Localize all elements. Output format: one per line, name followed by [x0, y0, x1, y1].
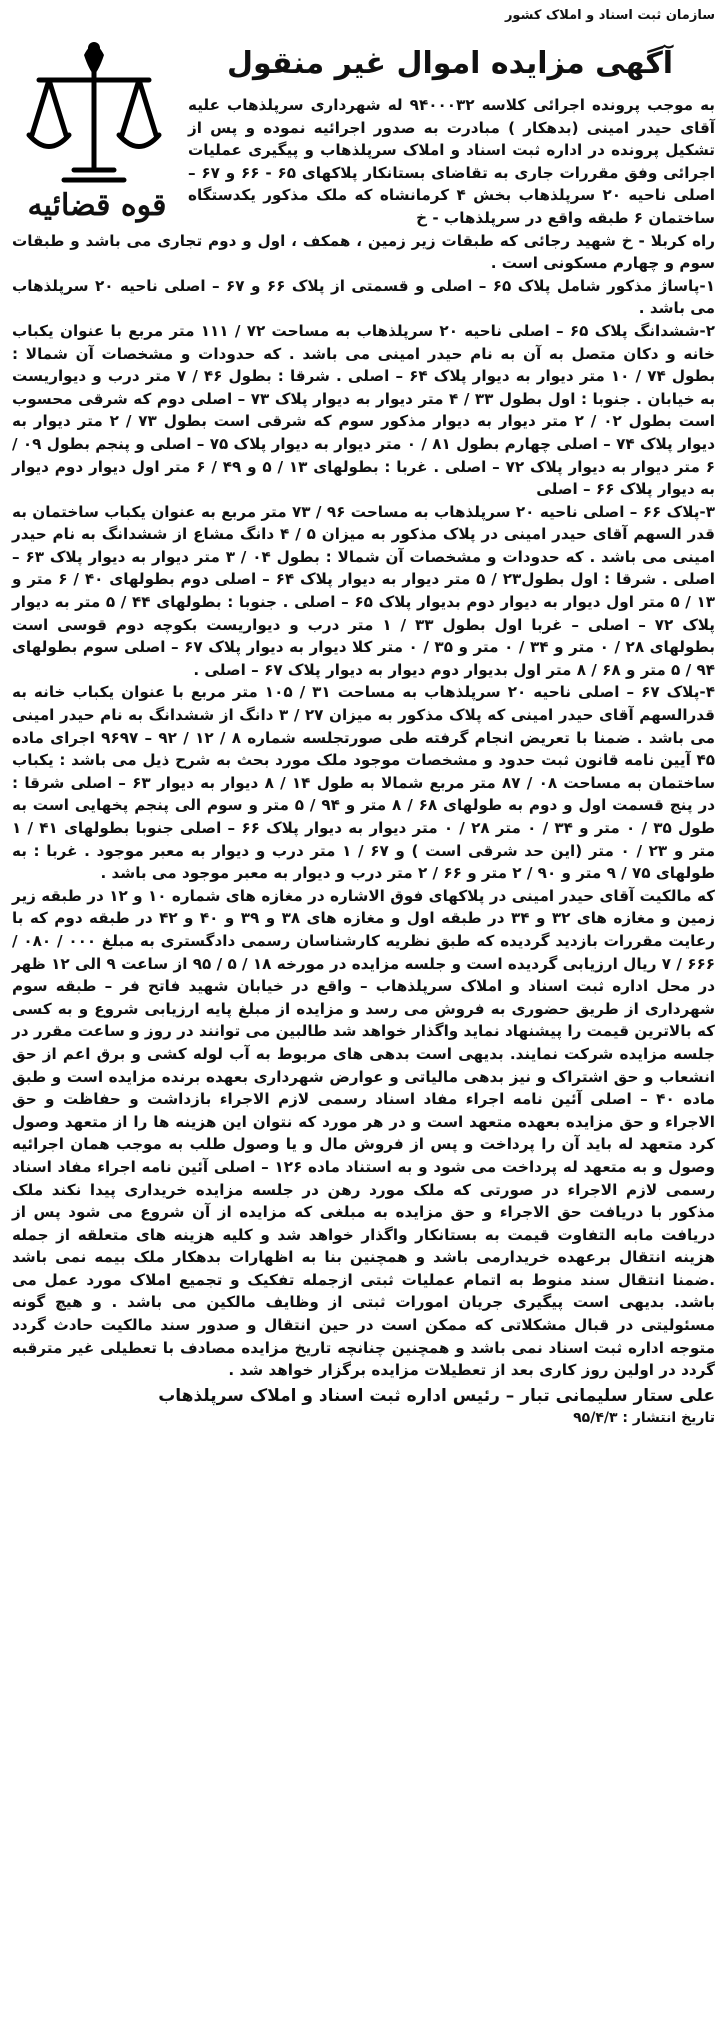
paragraph-item-3: ۳-پلاک ۶۶ – اصلی ناحیه ۲۰ سرپلذهاب به مساحت ۹۶ / ۷۳ متر مربع به عنوان یکباب ساختمان به قدر السهم آقای حیدر امینی در پلاک مذکور به میزان ۵ / ۴ دانگ مشاع از ششدانگ به نام حیدر امینی می باشد . که حدودات و مشخصات آن شمالا : بطول ۰۴ / ۳ متر دیوار به دیوار پلاک ۶۳ – اصلی . شرقا : اول بطول۲۳ / ۵ متر دیوار به دیوار پلاک ۶۴ – اصلی دوم بطولهای ۴۰ / ۶ متر و ۱۳ / ۵ متر اول دیوار به دیوار دوم بدیوار پلاک ۶۵ – اصلی . جنوبا : بطولهای ۴۴ / ۵ متر به دیوار پلاک ۷۲ – اصلی – غربا اول بطول ۳۳ / ۱ متر درب و دیواریست بکوچه دوم قوسی است بطولهای ۲۸ / ۰ متر و ۳۴ / ۰ متر و ۳۵ / ۰ متر کلا دیوار به دیوار پلاک ۶۷ – اصلی سوم بطولهای ۹۴ / ۵ متر و ۶۸ / ۸ متر اول بدیوار دوم دیوار به دیوار پلاک ۶۷ – اصلی .	[12, 502, 716, 679]
paragraph-auction-terms: که مالکیت آقای حیدر امینی در پلاکهای فوق الاشاره در مغازه های شماره ۱۰ و ۱۲ در طبقه زیر زمین و مغازه های ۳۲ و ۳۴ در طبقه اول و مغازه های ۳۸ و ۳۹ و ۴۰ و ۴۲ در طبقه دوم که با رعایت مقررات بازدید گردیده که طبق نظریه کارشناسان رسمی دادگستری به مبلغ ۰۰۰ / ۰۸۰ / ۶۶۶ / ۷ ریال ارزیابی گردیده است و جلسه مزایده در مورخه ۱۸ / ۵ / ۹۵ از ساعت ۹ الی ۱۲ ظهر در محل اداره ثبت اسناد و املاک سرپلذهاب – واقع در خیابان شهید فاتح فر – طبقه سوم شهرداری از طریق حضوری به فروش می رسد و مزایده از مبلغ پایه ارزیابی شروع و به کسی که بالاترین قیمت را پیشنهاد نماید واگذار خواهد شد طالبین می توانند در روز و ساعت مقرر در جلسه مزایده شرکت نمایند. بدیهی است بدهی های مربوط به آب لوله کشی و برق اعم از حق انشعاب و حق اشتراک و نیز بدهی مالیاتی و عوارض شهرداری بعهده برنده مزایده است و طبق ماده ۴۰ – اصلی آئین نامه اجراء مفاد اسناد رسمی لازم الاجراء بازداشت و حفاظت و حق الاجراء و حق مزایده بعهده متعهد است و در هر مورد که نتوان این هزینه ها را از متعهد وصول کرد متعهد له باید آن را پرداخت و پس از فروش مال و یا وصول طلب به موجب همان اجرائیه وصول و به متعهد له پرداخت می شود و به استناد ماده ۱۲۶ – اصلی آئین نامه اجراء مفاد اسناد رسمی لازم الاجراء در صورتی که ملک مورد رهن در جلسه مزایده خریداری پیدا نکند ملک مذکور با دریافت حق الاجراء و حق مزایده به مبلغی که مزایده از آن شروع می شود پس از دریافت مابه التفاوت قیمت به بستانکار واگذار خواهد شد و کلیه هزینه های متعلقه از جمله هزینه انتقال برعهده خریدارمی باشد و همچنین بنا به اظهارات بدهکار ملک بیمه نمی باشد .ضمنا انتقال سند منوط به اتمام عملیات ثبتی ازجمله تفکیک و تجمیع املاک مورد عمل می باشد. بدیهی است پیگیری جریان امورات ثبتی از وظایف مالکین می باشد . و هیچ گونه مسئولیتی در قبال مشکلاتی که ممکن است در حین انتقال و صدور سند مالکیت حادث گردد متوجه اداره ثبت اسناد نمی باشد و همچنین چنانچه تاریخ مزایده مصادف با تعطیلی غیر مترقبه گردد در اولین روز کاری بعد از تعطیلات مزایده برگزار خواهد شد .	[12, 886, 716, 1380]
notice-title: آگهی مزایده اموال غیر منقول	[226, 46, 674, 81]
paragraph-item-2: ۲-ششدانگ پلاک ۶۵ – اصلی ناحیه ۲۰ سرپلذهاب به مساحت ۷۲ / ۱۱۱ متر مربع با عنوان یکباب خانه و دکان متصل به آن به نام حیدر امینی می باشد . که حدودات و مشخصات آن شمالا : بطول ۷۴ / ۱۰ متر دیوار به دیوار پلاک ۶۴ – اصلی . شرقا : بطول ۴۶ / ۷ متر درب و دیواریست به خیابان . جنوبا : اول بطول ۳۳ / ۴ متر دیوار به دیوار پلاک ۷۳ – اصلی دوم که شرقی محسوب است بطول ۰۲ / ۲ متر دیوار به دیوار مذکور سوم که شرقی است بطول ۷۳ / ۲ متر دیوار به دیوار پلاک ۷۴ – اصلی چهارم بطول ۸۱ / ۰ متر دیوار به دیوار پلاک ۷۵ – اصلی و پنجم بطول ۰۹ / ۶ متر دیوار به دیوار پلاک ۷۲ – اصلی . غربا : بطولهای ۱۳ / ۵ و ۴۹ / ۶ متر اول دیوار دوم دیوار به دیوار پلاک ۶۶ – اصلی	[12, 321, 716, 499]
paragraph-street: راه کربلا - خ شهید رجائی که طبقات زیر زمین ، همکف ، اول و دوم تجاری می باشد و طبقات سوم و چهارم مسکونی است .	[12, 231, 715, 273]
judiciary-emblem-text: قوه قضائیه	[27, 188, 167, 223]
paragraph-item-1: ۱-پاساژ مذکور شامل پلاک ۶۵ – اصلی و قسمتی از پلاک ۶۶ و ۶۷ – اصلی ناحیه ۲۰ سرپلذهاب می باشد .	[12, 276, 716, 318]
signature: علی ستار سلیمانی تبار – رئیس اداره ثبت اسناد و املاک سرپلذهاب	[158, 1385, 715, 1406]
organization-name: سازمان ثبت اسناد و املاک کشور	[504, 8, 715, 23]
publication-date: تاریخ انتشار : ۹۵/۴/۳	[573, 1409, 715, 1426]
intro-paragraph: به موجب پرونده اجرائی کلاسه ۹۴۰۰۰۳۲ له شهرداری سرپلذهاب علیه آقای حیدر امینی (بدهکار ) مبادرت به صدور اجرائیه نموده و پس از تشکیل پرونده در اداره ثبت اسناد و املاک سرپلذهاب و پیگیری عملیات اجرائی وفق مقررات جاری به تقاضای بستانکار پلاکهای ۶۵ - ۶۶ و ۶۷ – اصلی ناحیه ۲۰ سرپلذهاب بخش ۴ کرمانشاه که ملک مذکور یکدستگاه ساختمان ۶ طبقه واقع در سرپلذهاب - خ	[188, 96, 716, 227]
notice-body	[12, 94, 715, 1426]
paragraph-item-4: ۴-پلاک ۶۷ – اصلی ناحیه ۲۰ سرپلذهاب به مساحت ۳۱ / ۱۰۵ متر مربع با عنوان یکباب خانه به قدرالسهم آقای حیدر امینی که پلاک مذکور به میزان ۲۷ / ۳ دانگ از ششدانگ به نام حیدر امینی می باشد . ضمنا با تعریض انجام گرفته طی صورتجلسه شماره ۸ / ۱۲ / ۹۲ – ۹۶۹۷ اجرای ماده ۴۵ آیین نامه قانون ثبت حدود و مشخصات موجود ملک مورد بحث به شرح ذیل می باشد : یکباب ساختمان به مساحت ۰۸ / ۸۷ متر مربع شمالا به طول ۱۴ / ۸ دیوار به دیوار ۶۳ – اصلی شرقا : در پنج قسمت اول و دوم به طولهای ۶۸ / ۸ متر و ۹۴ / ۵ متر و سوم الی پنجم پخهایی است به طول ۳۵ / ۰ متر و ۳۴ / ۰ متر ۲۸ / ۰ متر دیوار به دیوار پلاک ۶۶ – اصلی جنوبا بطولهای ۴۱ / ۱ متر و ۲۳ / ۰ متر (این حد شرقی است ) و ۶۷ / ۱ متر درب و دیوار به معبر موجود . غربا : به طولهای ۷۵ / ۹ متر و ۹۰ / ۲ متر و ۶۶ / ۲ متر درب و دیوار به معبر موجود می باشد .	[12, 683, 716, 883]
